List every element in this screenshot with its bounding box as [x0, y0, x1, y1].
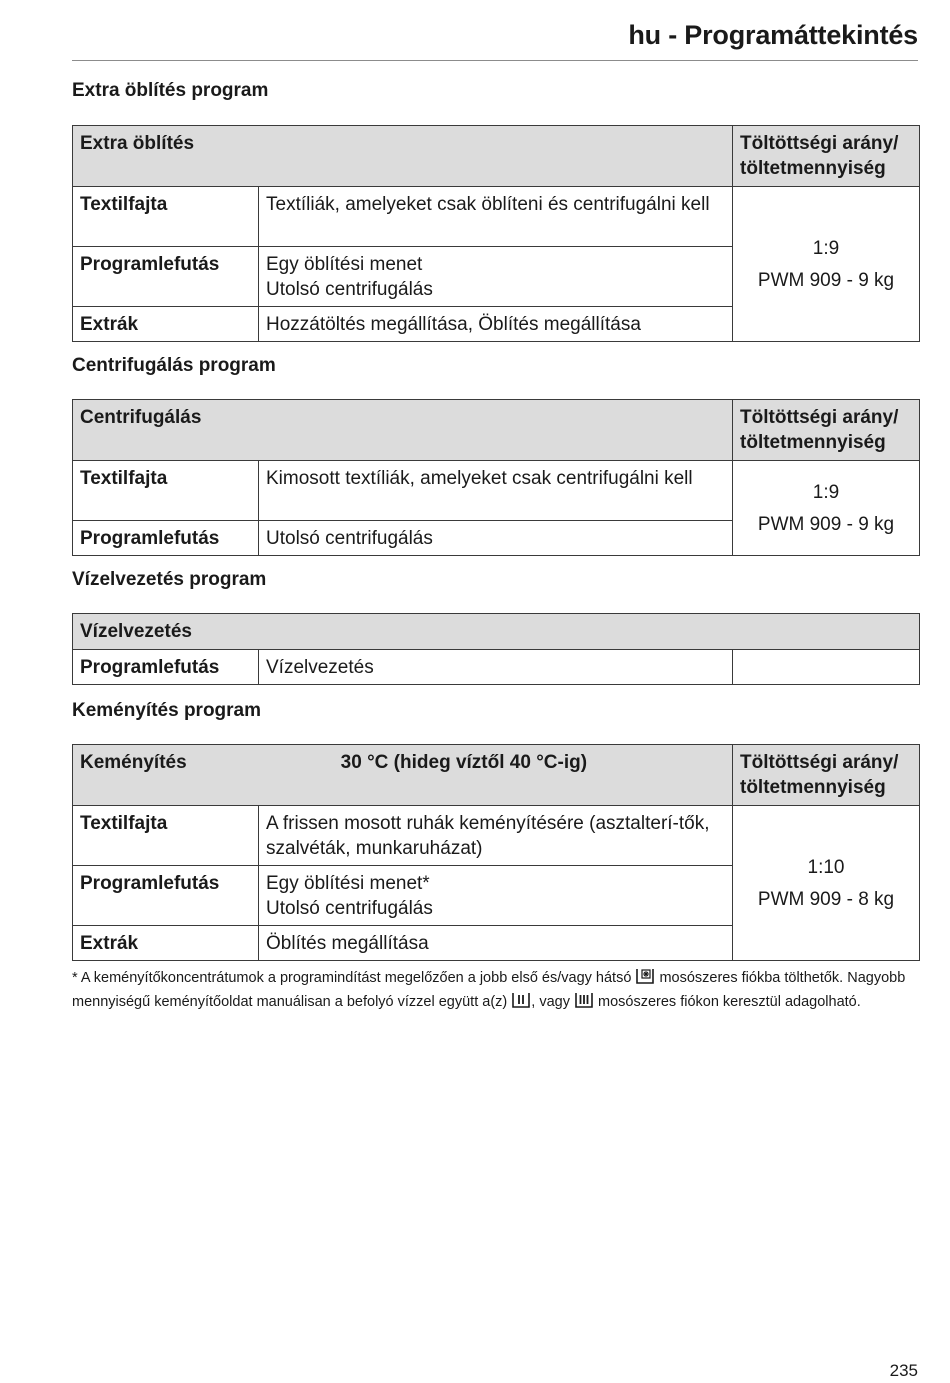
load-ratio: 1:9	[812, 481, 840, 503]
row-label: Programlefutás	[73, 247, 259, 307]
load-cell	[733, 806, 920, 961]
row-value: Hozzátöltés megállítása, Öblítés megállítása	[259, 307, 733, 342]
page-number: 235	[889, 1361, 918, 1380]
program-name: Vízelvezetés	[73, 614, 920, 650]
row-value: Utolsó centrifugálás	[259, 521, 733, 556]
row-value: Vízelvezetés	[259, 650, 733, 685]
program-temperature: 30 °C (hideg víztől 40 °C-ig)	[340, 752, 588, 773]
compartment-II-icon	[511, 991, 531, 1015]
value-line: Utolsó centrifugálás	[266, 898, 433, 919]
row-value: Textíliák, amelyeket csak öblíteni és centrifugálni kell	[259, 187, 733, 247]
row-label: Textilfajta	[73, 461, 259, 521]
load-ratio: 1:9	[812, 237, 840, 259]
load-cell	[733, 187, 920, 342]
footnote	[72, 967, 922, 1015]
section-title-extra-rinse: Extra öblítés program	[72, 80, 269, 101]
load-header: Töltöttségi arány/ töltetmennyiség	[733, 400, 920, 461]
load-ratio: 1:10	[807, 856, 845, 878]
load-header: Töltöttségi arány/ töltetmennyiség	[733, 126, 920, 187]
row-value: A frissen mosott ruhák keményítésére (asztalterí-tők, szalvéták, munkaruházat)	[259, 806, 733, 866]
value-line: Egy öblítési menet*	[266, 873, 430, 894]
section-title-drain: Vízelvezetés program	[72, 569, 267, 590]
footnote-text-4: mosószeres fiókon keresztül adagolható.	[598, 994, 861, 1010]
row-value	[259, 866, 733, 926]
compartment-III-icon	[574, 991, 594, 1015]
program-table-drain	[72, 613, 920, 685]
row-label: Textilfajta	[73, 187, 259, 247]
load-capacity: PWM 909 - 8 kg	[757, 888, 895, 910]
empty-cell	[733, 650, 920, 685]
header-divider	[72, 60, 918, 61]
value-line: Utolsó centrifugálás	[266, 279, 433, 300]
footnote-text-2: mosószeres fiókba tölthetők. Nagyobb mennyiségű keményítőoldat manuálisan a befolyó vízzel együtt a(z)	[72, 970, 906, 1010]
row-value: Kimosott textíliák, amelyeket csak centrifugálni kell	[259, 461, 733, 521]
section-title-spin: Centrifugálás program	[72, 355, 276, 376]
row-label: Extrák	[73, 307, 259, 342]
row-label: Programlefutás	[73, 650, 259, 685]
section-title-starch: Keményítés program	[72, 700, 262, 721]
program-table-starch	[72, 744, 920, 961]
row-value: Öblítés megállítása	[259, 926, 733, 961]
page-header-title: hu - Programáttekintés	[628, 20, 918, 50]
load-header: Töltöttségi arány/ töltetmennyiség	[733, 745, 920, 806]
load-cell	[733, 461, 920, 556]
load-capacity: PWM 909 - 9 kg	[757, 513, 895, 535]
row-label: Programlefutás	[73, 521, 259, 556]
load-capacity: PWM 909 - 9 kg	[757, 269, 895, 291]
program-table-spin	[72, 399, 920, 556]
program-table-extra-rinse	[72, 125, 920, 342]
row-label: Extrák	[73, 926, 259, 961]
row-label: Textilfajta	[73, 806, 259, 866]
row-label: Programlefutás	[73, 866, 259, 926]
footnote-text-1: * A keményítőkoncentrátumok a programindítást megelőzően a jobb első és/vagy hátsó	[72, 970, 632, 986]
program-name: Extra öblítés	[73, 126, 733, 187]
program-name: Centrifugálás	[73, 400, 733, 461]
softener-compartment-icon	[635, 967, 655, 991]
program-name: Keményítés	[80, 752, 187, 773]
row-value	[259, 247, 733, 307]
footnote-text-3: , vagy	[531, 994, 570, 1010]
value-line: Egy öblítési menet	[266, 254, 423, 275]
